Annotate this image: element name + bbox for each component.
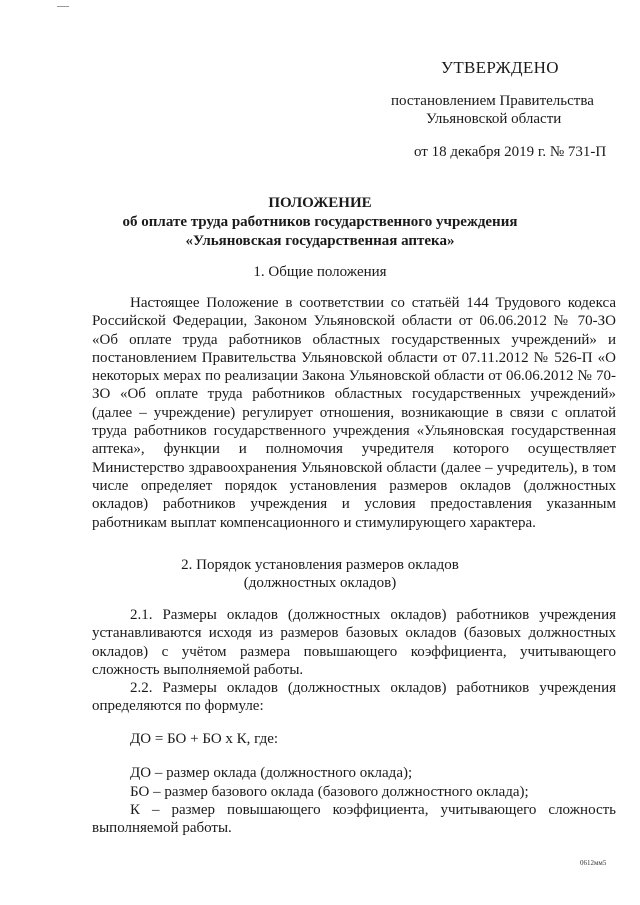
- clause-2-1-text: 2.1. Размеры окладов (должностных окладов) работников учреждения устанавливаются исходя из размеров базовых окладов (базовых должностных окладов) с учётом размера повышающего коэффициента, учитывающего сложность выполняемой работы.: [92, 607, 616, 678]
- document-subtitle-line-1: об оплате труда работников государственного учреждения: [122, 214, 518, 230]
- approval-stamp-heading: УТВЕРЖДЕНО: [441, 58, 559, 77]
- document-subtitle-line-2: «Ульяновская государственная аптека»: [185, 233, 455, 249]
- section-1-heading: 1. Общие положения: [253, 264, 387, 280]
- document-title: ПОЛОЖЕНИЕ: [268, 195, 372, 211]
- definition-bo: [92, 783, 616, 801]
- clause-2-1: [92, 606, 616, 679]
- section-1-paragraph: [92, 294, 616, 532]
- decree-line-1: постановлением Правительства: [391, 93, 594, 109]
- salary-formula: ДО = БО + БО х К, где:: [130, 731, 279, 747]
- section-1-paragraph-text: Настоящее Положение в соответствии со статьёй 144 Трудового кодекса Российской Федерации, Законом Ульяновской области от 06.06.2012 № 70-ЗО «Об оплате труда работников областных государственных учреждений» и постановлением Правительства Ульяновской области от 07.11.2012 № 526-П «О некоторых мерах по реализации Закона Ульяновской области от 06.06.2012 № 70-ЗО «Об оплате труда работников областных государственных учреждений» (далее – учреждение) регулирует отношения, возникающие в связи с оплатой труда работников государственного учреждения «Ульяновская государственная аптека», функции и полномочия учредителя которого осуществляет Министерство здравоохранения Ульяновской области (далее – учредитель), в том числе определяет порядок установления размеров окладов (должностных окладов) работников учреждения и условия предоставления указанным работникам выплат компенсационного и стимулирующего характера.: [92, 295, 616, 531]
- page-footer-code: 0612мм5: [580, 859, 607, 867]
- clause-2-2-text: 2.2. Размеры окладов (должностных окладов) работников учреждения определяются по формуле:: [92, 680, 616, 715]
- section-2-heading-line-1: 2. Порядок установления размеров окладов: [181, 557, 459, 573]
- definition-k: [92, 801, 616, 838]
- section-2-heading-line-2: (должностных окладов): [243, 575, 397, 591]
- decree-date: от 18 декабря 2019 г. № 731-П: [414, 144, 607, 160]
- scan-mark: [57, 6, 69, 7]
- decree-line-2: Ульяновской области: [426, 111, 562, 127]
- clause-2-2: [92, 679, 616, 716]
- definition-k-text: К – размер повышающего коэффициента, учитывающего сложность выполняемой работы.: [92, 802, 616, 837]
- definition-do: ДО – размер оклада (должностного оклада);: [130, 765, 413, 781]
- definition-bo-text: БО – размер базового оклада (базового должностного оклада);: [130, 784, 529, 800]
